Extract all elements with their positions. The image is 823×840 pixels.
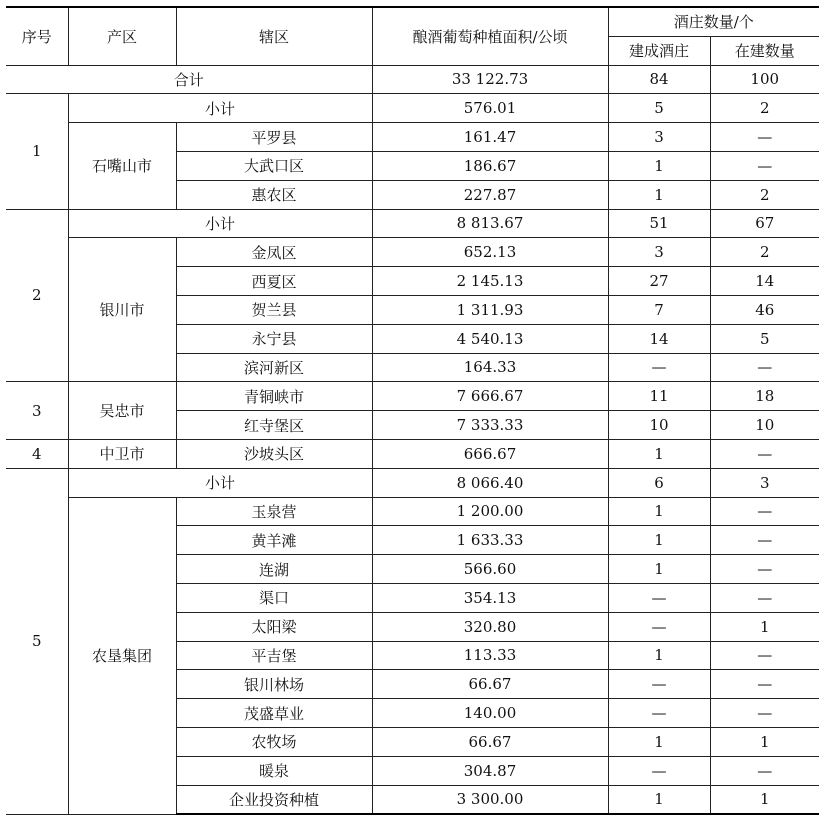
region-cell: 吴忠市 [68,382,176,440]
building-cell: — [710,699,819,728]
area-cell: 7 333.33 [372,411,608,440]
subtotal-built: 6 [608,468,710,497]
built-cell: 1 [608,180,710,209]
building-cell: — [710,151,819,180]
area-cell: 7 666.67 [372,382,608,411]
built-cell: 11 [608,382,710,411]
table-row [6,497,819,526]
area-cell: 320.80 [372,612,608,641]
built-cell: — [608,353,710,382]
subtotal-building: 67 [710,209,819,238]
district-cell: 青铜峡市 [176,382,372,411]
district-cell: 永宁县 [176,324,372,353]
building-cell: 2 [710,238,819,267]
building-cell: — [710,353,819,382]
built-cell: 1 [608,727,710,756]
district-cell: 大武口区 [176,151,372,180]
region-cell: 农垦集团 [68,497,176,814]
total-row [6,65,819,94]
built-cell: 1 [608,526,710,555]
area-cell: 1 633.33 [372,526,608,555]
building-cell: 10 [710,411,819,440]
district-cell: 黄羊滩 [176,526,372,555]
seq-cell: 5 [6,468,68,814]
building-cell: — [710,583,819,612]
building-cell: 1 [710,785,819,814]
area-cell: 354.13 [372,583,608,612]
subtotal-row [6,468,819,497]
built-cell: 27 [608,267,710,296]
subtotal-label: 小计 [68,468,372,497]
area-cell: 113.33 [372,641,608,670]
building-cell: 2 [710,180,819,209]
seq-cell: 2 [6,209,68,382]
district-cell: 玉泉营 [176,497,372,526]
built-cell: 1 [608,497,710,526]
district-cell: 贺兰县 [176,295,372,324]
building-cell: — [710,756,819,785]
table-row [6,123,819,152]
district-cell: 西夏区 [176,267,372,296]
district-cell: 沙坡头区 [176,439,372,468]
area-cell: 227.87 [372,180,608,209]
built-cell: 3 [608,123,710,152]
building-cell: — [710,555,819,584]
total-label: 合计 [6,65,372,94]
area-cell: 2 145.13 [372,267,608,296]
header-winery-count: 酒庄数量/个 [608,7,819,36]
area-cell: 666.67 [372,439,608,468]
built-cell: — [608,756,710,785]
header-district: 辖区 [176,7,372,65]
region-cell: 银川市 [68,238,176,382]
subtotal-area: 576.01 [372,94,608,123]
area-cell: 161.47 [372,123,608,152]
seq-cell: 1 [6,94,68,209]
area-cell: 1 311.93 [372,295,608,324]
district-cell: 农牧场 [176,727,372,756]
area-cell: 304.87 [372,756,608,785]
building-cell: 5 [710,324,819,353]
district-cell: 银川林场 [176,670,372,699]
vineyard-statistics-table [6,6,819,815]
header-built: 建成酒庄 [608,36,710,65]
region-cell: 中卫市 [68,439,176,468]
district-cell: 平罗县 [176,123,372,152]
subtotal-row [6,94,819,123]
district-cell: 茂盛草业 [176,699,372,728]
building-cell: 18 [710,382,819,411]
building-cell: 14 [710,267,819,296]
subtotal-building: 3 [710,468,819,497]
total-area: 33 122.73 [372,65,608,94]
building-cell: 46 [710,295,819,324]
subtotal-area: 8 813.67 [372,209,608,238]
building-cell: — [710,641,819,670]
built-cell: — [608,583,710,612]
subtotal-building: 2 [710,94,819,123]
built-cell: 1 [608,151,710,180]
built-cell: 1 [608,641,710,670]
building-cell: — [710,439,819,468]
district-cell: 红寺堡区 [176,411,372,440]
built-cell: 10 [608,411,710,440]
subtotal-label: 小计 [68,94,372,123]
built-cell: 1 [608,439,710,468]
area-cell: 3 300.00 [372,785,608,814]
table-row [6,382,819,411]
subtotal-row [6,209,819,238]
built-cell: 1 [608,555,710,584]
built-cell: — [608,612,710,641]
area-cell: 1 200.00 [372,497,608,526]
total-built: 84 [608,65,710,94]
district-cell: 太阳梁 [176,612,372,641]
building-cell: — [710,526,819,555]
built-cell: 1 [608,785,710,814]
subtotal-built: 51 [608,209,710,238]
area-cell: 66.67 [372,727,608,756]
district-cell: 暖泉 [176,756,372,785]
table-wrapper [6,6,819,815]
built-cell: 14 [608,324,710,353]
district-cell: 渠口 [176,583,372,612]
seq-cell: 3 [6,382,68,440]
header-region: 产区 [68,7,176,65]
district-cell: 企业投资种植 [176,785,372,814]
area-cell: 652.13 [372,238,608,267]
seq-cell: 4 [6,439,68,468]
header-row-1 [6,7,819,36]
subtotal-area: 8 066.40 [372,468,608,497]
area-cell: 186.67 [372,151,608,180]
district-cell: 滨河新区 [176,353,372,382]
built-cell: 7 [608,295,710,324]
total-building: 100 [710,65,819,94]
building-cell: — [710,670,819,699]
area-cell: 66.67 [372,670,608,699]
area-cell: 566.60 [372,555,608,584]
region-cell: 石嘴山市 [68,123,176,209]
building-cell: 1 [710,612,819,641]
building-cell: 1 [710,727,819,756]
table-row [6,439,819,468]
building-cell: — [710,497,819,526]
district-cell: 平吉堡 [176,641,372,670]
table-row [6,238,819,267]
district-cell: 惠农区 [176,180,372,209]
subtotal-label: 小计 [68,209,372,238]
district-cell: 金凤区 [176,238,372,267]
district-cell: 连湖 [176,555,372,584]
built-cell: — [608,670,710,699]
header-under-construction: 在建数量 [710,36,819,65]
subtotal-built: 5 [608,94,710,123]
area-cell: 140.00 [372,699,608,728]
building-cell: — [710,123,819,152]
area-cell: 4 540.13 [372,324,608,353]
header-seq: 序号 [6,7,68,65]
built-cell: — [608,699,710,728]
header-area: 酿酒葡萄种植面积/公顷 [372,7,608,65]
built-cell: 3 [608,238,710,267]
area-cell: 164.33 [372,353,608,382]
